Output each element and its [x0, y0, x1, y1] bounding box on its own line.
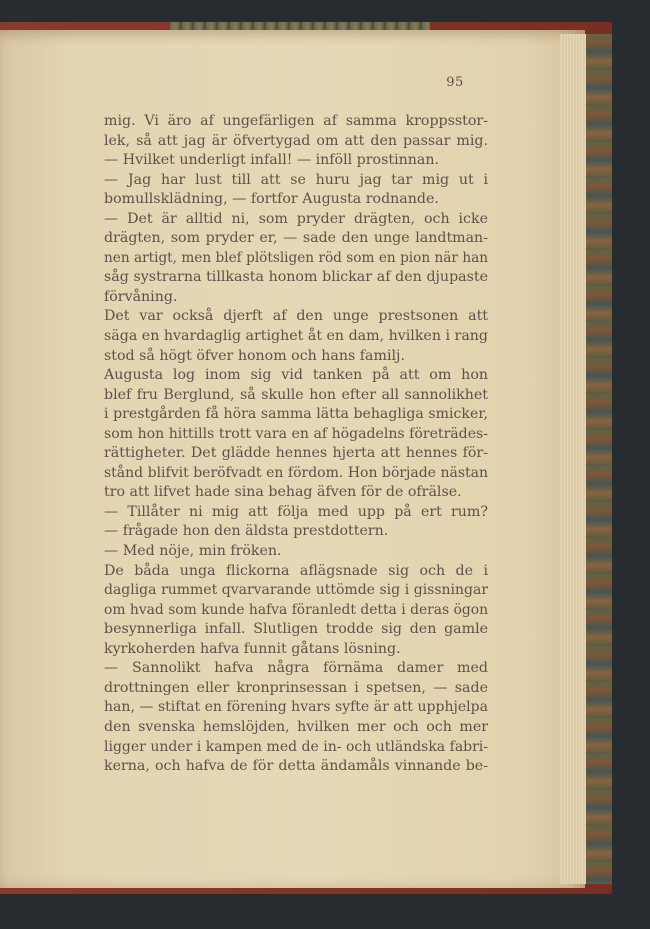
- text-line: dagliga rummet qvarvarande uttömde sig i gissningar: [104, 582, 488, 599]
- text-line: ligger under i kampen med de in- och utländska fabri-: [104, 738, 488, 755]
- text-line: — Tillåter ni mig att följa med upp på ert rum?: [104, 503, 488, 520]
- text-line: förvåning.: [104, 288, 178, 305]
- text-line: i prestgården få höra samma lätta behagliga smicker,: [104, 406, 488, 423]
- text-line: besynnerliga infall. Slutligen trodde sig den gamle: [104, 621, 488, 638]
- text-line: blef fru Berglund, så skulle hon efter all sannolikhet: [104, 386, 488, 403]
- text-line: tro att lifvet hade sina behag äfven för de ofrälse.: [104, 484, 462, 501]
- page-text-block: [104, 112, 488, 777]
- text-line: säga en hvardaglig artighet åt en dam, hvilken i rang: [104, 328, 488, 345]
- text-line: — Hvilket underligt infall! — inföll prostinnan.: [104, 152, 439, 169]
- text-line: nen artigt, men blef plötsligen röd som en pion när han: [104, 249, 488, 266]
- text-line: — Med nöje, min fröken.: [104, 543, 282, 560]
- text-line: — Sannolikt hafva några förnäma damer med: [104, 660, 488, 677]
- text-line: stod så högt öfver honom och hans familj.: [104, 347, 405, 364]
- page-stack-edge: [560, 34, 586, 884]
- page-number: 95: [446, 75, 464, 90]
- text-line: mig. Vi äro af ungefärligen af samma kroppsstor-: [104, 113, 488, 129]
- text-line: drottningen eller kronprinsessan i spetsen, — sade: [104, 679, 488, 696]
- text-line: — Det är alltid ni, som pryder drägten, och icke: [104, 210, 488, 227]
- text-line: bomullsklädning, — fortfor Augusta rodnande.: [104, 191, 439, 208]
- text-line: drägten, som pryder er, — sade den unge landtman-: [104, 230, 488, 247]
- text-line: kyrkoherden hafva funnit gåtans lösning.: [104, 640, 401, 657]
- text-line: Augusta log inom sig vid tanken på att om hon: [104, 367, 488, 384]
- text-line: han, — stiftat en förening hvars syfte är att upphjelpa: [104, 699, 488, 716]
- text-line: såg systrarna tillkasta honom blickar af den djupaste: [104, 269, 488, 286]
- text-line: kerna, och hafva de för detta ändamåls vinnande be-: [104, 758, 488, 775]
- text-line: som hon hittills trott vara en af högadelns företrädes-: [104, 425, 488, 442]
- text-line: rättigheter. Det glädde hennes hjerta att hennes för-: [104, 445, 488, 462]
- book-top-edge: [170, 22, 430, 30]
- text-line: den svenska hemslöjden, hvilken mer och och mer: [104, 718, 488, 735]
- text-line: stånd blifvit beröfvadt en fördom. Hon började nästan: [104, 464, 488, 481]
- text-line: De båda unga flickorna aflägsnade sig och de i: [104, 562, 488, 579]
- text-line: — frågade hon den äldsta prestdottern.: [104, 523, 389, 540]
- book-marbled-edge: [586, 34, 612, 884]
- text-line: Det var också djerft af den unge prestsonen att: [104, 308, 488, 325]
- text-line: — Jag har lust till att se huru jag tar mig ut i: [104, 171, 488, 188]
- text-line: om hvad som kunde hafva föranledt detta i deras ögon: [104, 601, 488, 618]
- text-line: lek, så att jag är öfvertygad om att den passar mig.: [104, 132, 488, 149]
